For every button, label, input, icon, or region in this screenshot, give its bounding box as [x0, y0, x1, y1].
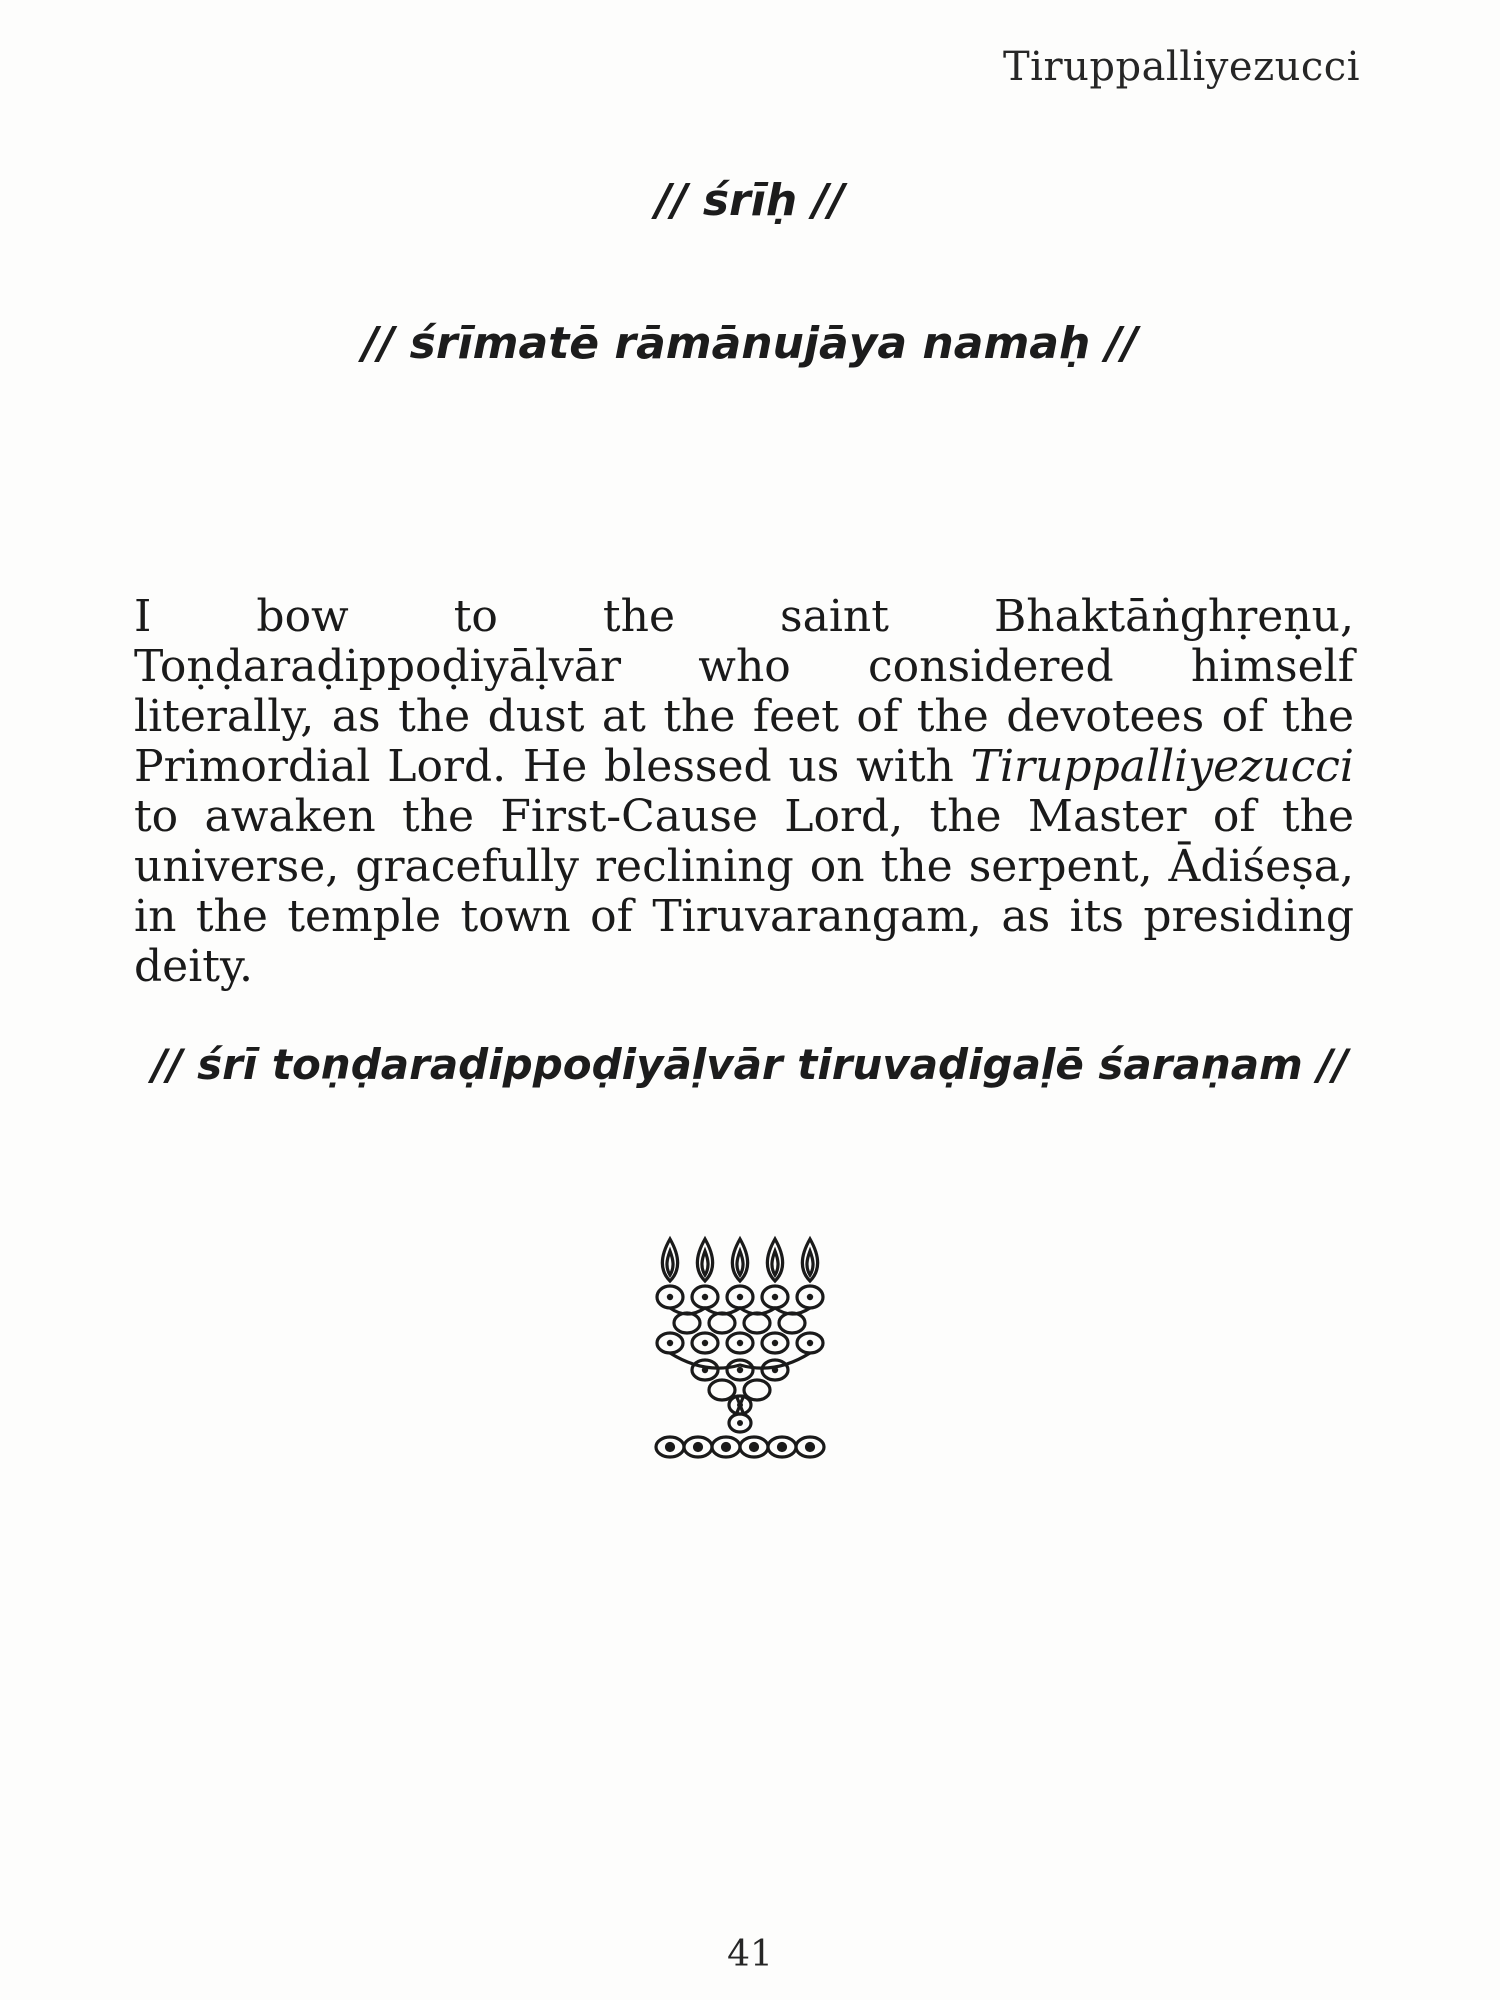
dedication-paragraph — [134, 592, 1354, 992]
dedication-text-2: to awaken the First-Cause Lord, the Master of the universe, gracefully reclining on the serpent, Ādiśeṣa, in the temple town of Tiruvarangam, as its presiding deity. — [134, 791, 1354, 992]
page-number: 41 — [727, 1934, 773, 1975]
base — [656, 1437, 824, 1457]
dedication-text-1: I bow to the saint Bhaktāṅghṛeṇu, Toṇḍaraḍippoḍiyāḷvār who considered himself literally, as the dust at the feet of the devotees of the Primordial Lord. He blessed us with — [134, 591, 1354, 792]
kolam-lamp-icon — [650, 1225, 830, 1465]
stem — [729, 1395, 751, 1432]
invocation-sri: // śrīḥ // — [655, 175, 845, 226]
invocation-closing: // śrī toṇḍaraḍippoḍiyāḷvār tiruvaḍigaḷē śaraṇam // — [151, 1040, 1349, 1089]
flame-icon — [662, 1239, 817, 1281]
running-header: Tiruppalliyezucci — [1003, 44, 1360, 90]
work-title: Tiruppalliyezucci — [970, 741, 1354, 792]
invocation-ramanuja: // śrīmatē rāmānujāya namaḥ // — [362, 318, 1138, 369]
